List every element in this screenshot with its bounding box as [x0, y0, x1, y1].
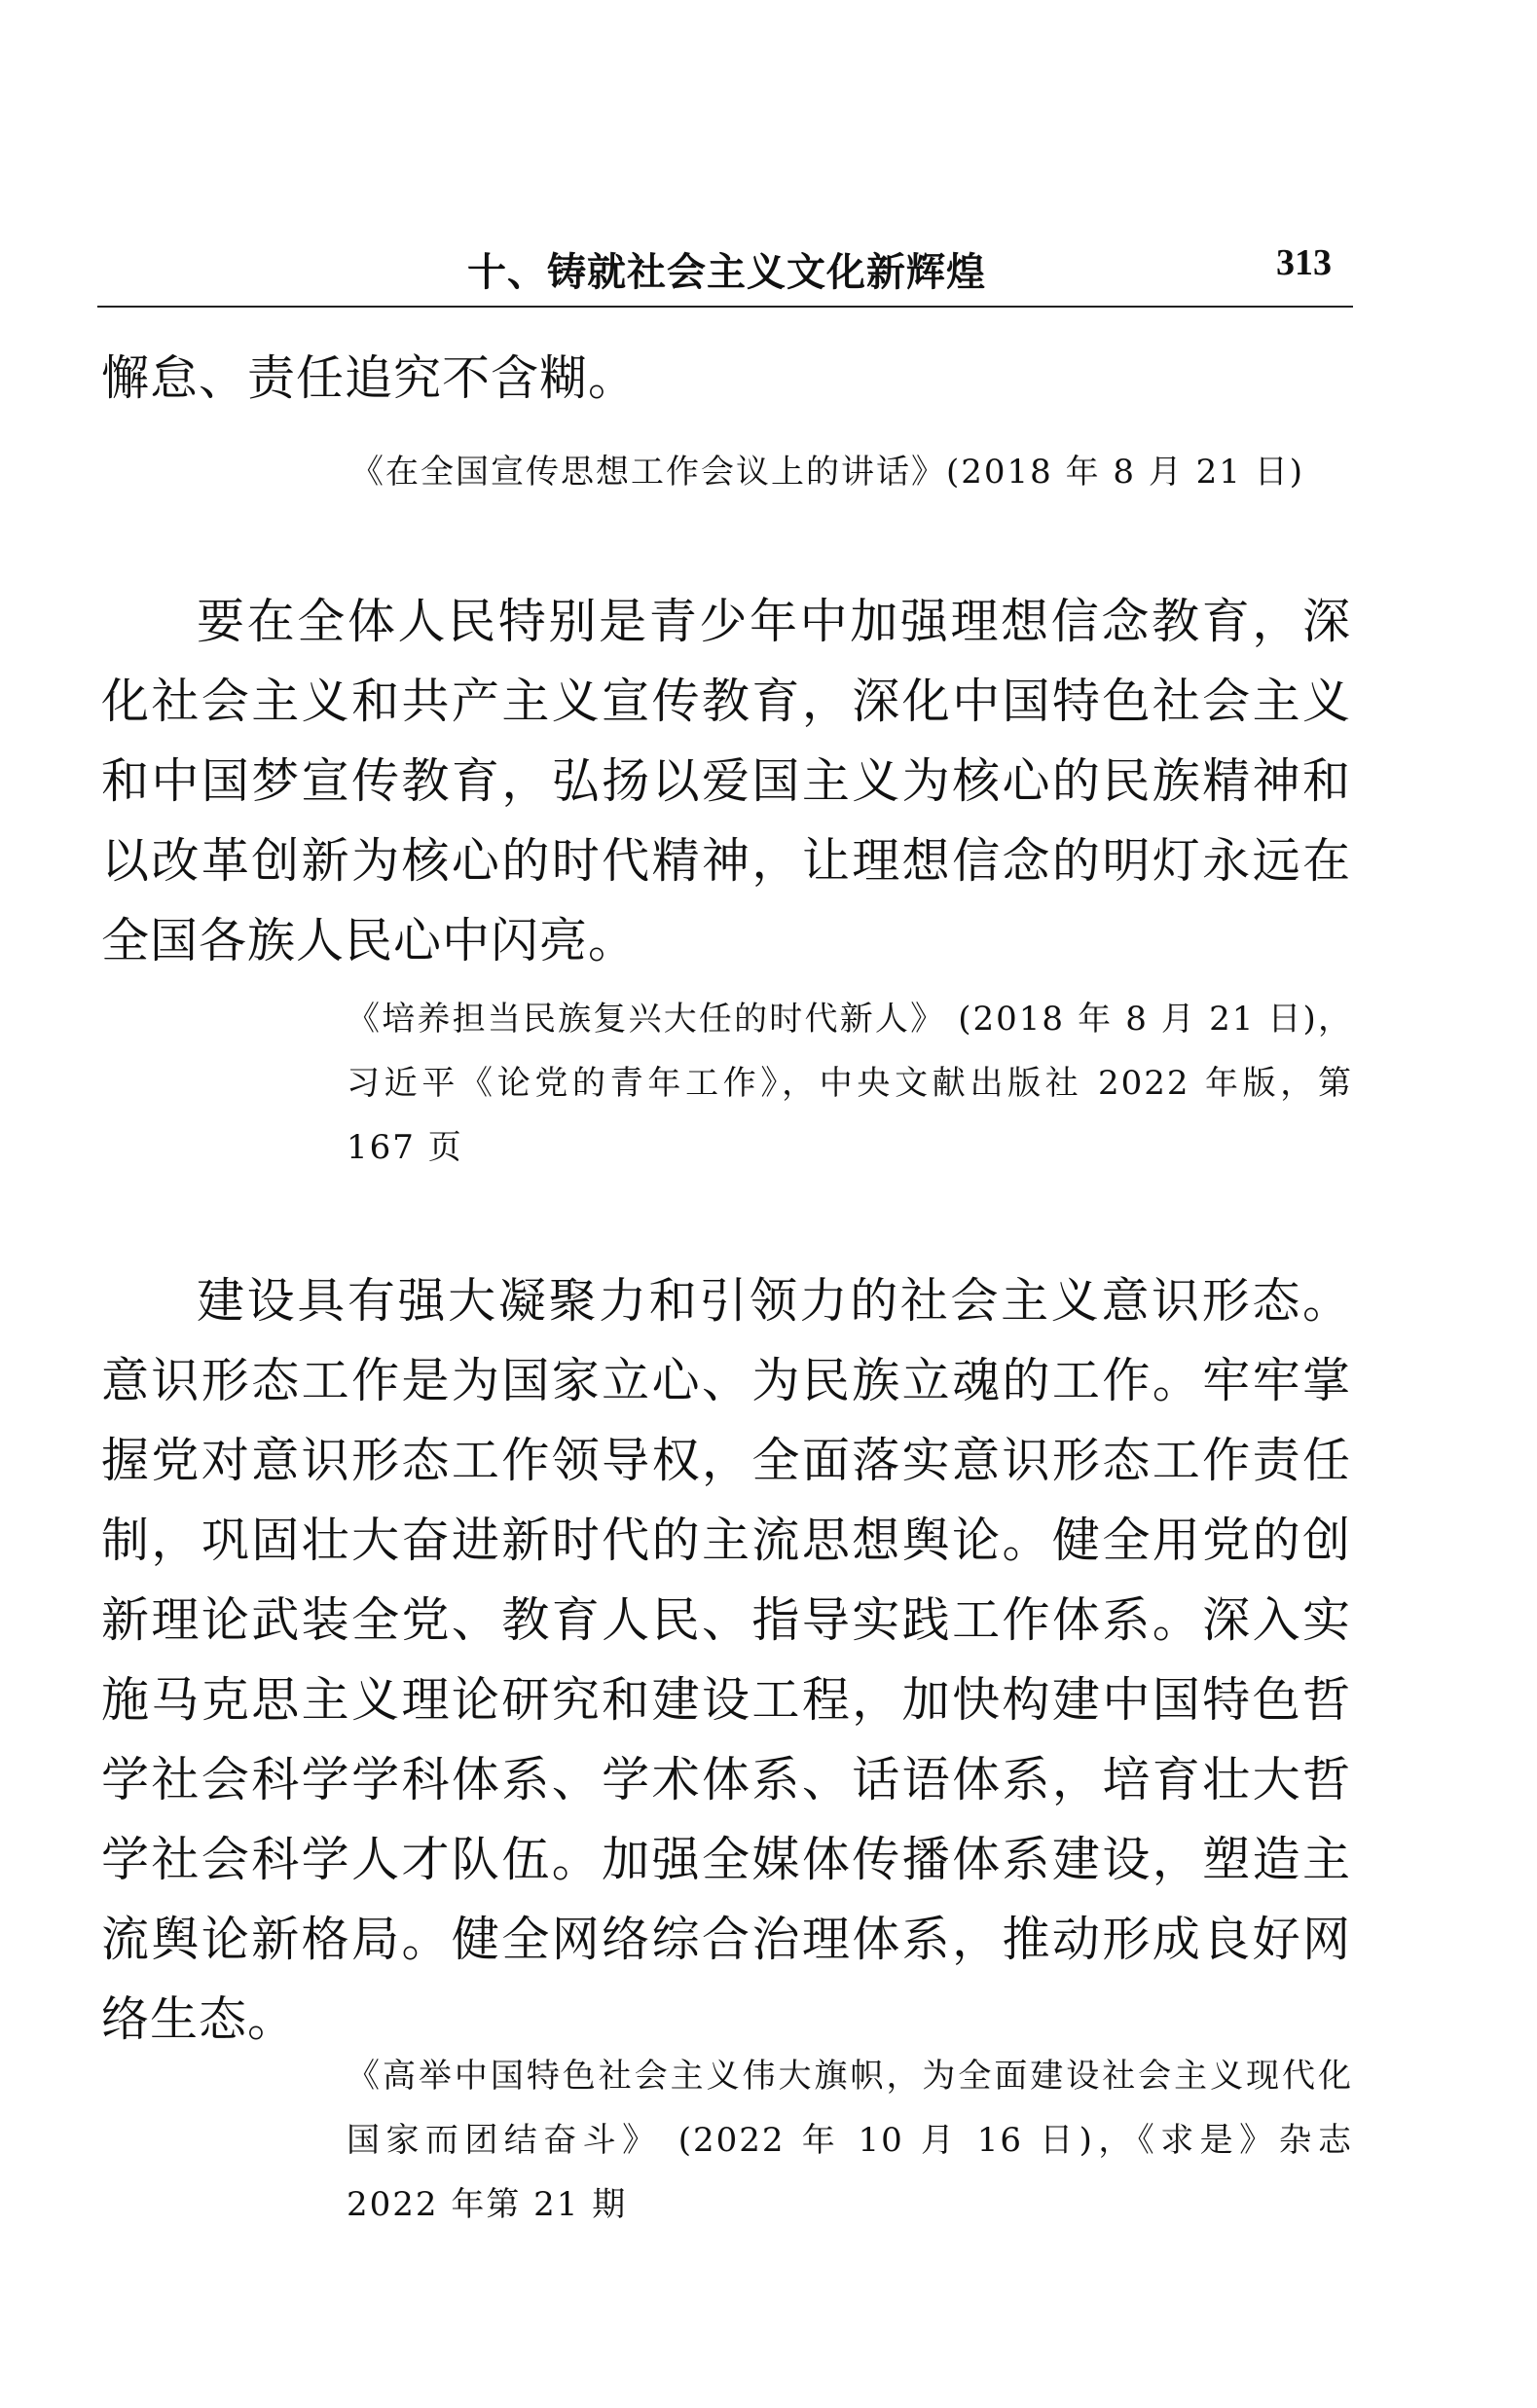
- continuation-text: 懈怠、责任追究不含糊。: [101, 350, 638, 406]
- citation-source: 《在全国宣传思想工作会议上的讲话》(2018 年 8 月 21 日): [350, 453, 1304, 492]
- quote-paragraph: 建设具有强大凝聚力和引领力的社会主义意识形态。意识形态工作是为国家立心、为民族立魂的工作。牢牢掌握党对意识形态工作领导权，全面落实意识形态工作责任制，巩固壮大奋进新时代的主流思想舆论。健全用党的创新理论武装全党、教育人民、指导实践工作体系。深入实施马克思主义理论研究和建设工程，加快构建中国特色哲学社会科学学科体系、学术体系、话语体系，培育壮大哲学社会科学人才队伍。加强全媒体传播体系建设，塑造主流舆论新格局。健全网络综合治理体系，推动形成良好网络生态。: [101, 1273, 1351, 2047]
- running-header: [97, 241, 1353, 302]
- header-divider: [97, 306, 1353, 308]
- page-number: 313: [1276, 242, 1332, 283]
- chapter-title: 十、铸就社会主义文化新辉煌: [467, 250, 986, 295]
- quote-paragraph: 要在全体人民特别是青少年中加强理想信念教育，深化社会主义和共产主义宣传教育，深化中国特色社会主义和中国梦宣传教育，弘扬以爱国主义为核心的民族精神和以改革创新为核心的时代精神，让理想信念的明灯永远在全国各族人民心中闪亮。: [101, 594, 1351, 968]
- citation-source: 《培养担当民族复兴大任的时代新人》 (2018 年 8 月 21 日)，习近平《论党的青年工作》，中央文献出版社 2022 年版，第 167 页: [347, 1000, 1353, 1167]
- citation-source: 《高举中国特色社会主义伟大旗帜，为全面建设社会主义现代化国家而团结奋斗》 (2022 年 10 月 16 日)，《求是》杂志 2022 年第 21 期: [347, 2057, 1353, 2224]
